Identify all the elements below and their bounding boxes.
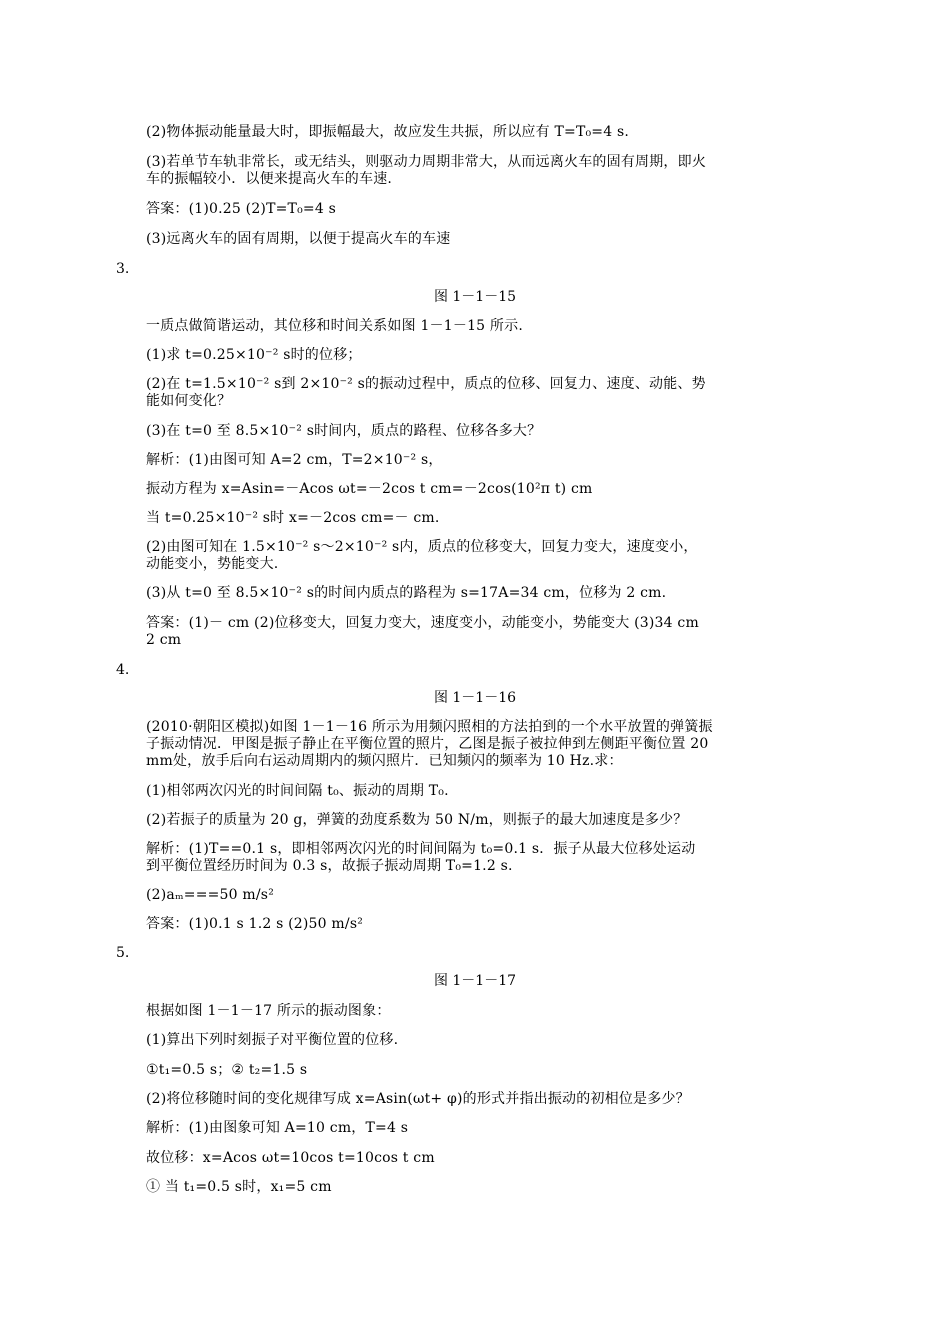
p3-question: (2)在 t=1.5×10⁻² s到 2×10⁻² s的振动过程中，质点的位移、回复力、速度、动能、势 [146, 376, 706, 392]
p5-question: (2)将位移随时间的变化规律写成 x=Asin(ωt+ φ)的形式并指出振动的初相位是多少？ [146, 1091, 690, 1107]
p4-stem: 子振动情况．甲图是振子静止在平衡位置的照片，乙图是振子被拉伸到左侧距平衡位置 20 [146, 736, 709, 752]
p3-answer: 答案：(1)－ cm (2)位移变大，回复力变大，速度变小，动能变小，势能变大 (3)34 cm [146, 615, 699, 631]
p5-solution: ① 当 t₁=0.5 s时，x₁=5 cm [146, 1179, 332, 1195]
p2-answer: (3)远离火车的固有周期，以便于提高火车的车速 [146, 231, 451, 247]
p4-stem: (2010·朝阳区模拟)如图 1－1－16 所示为用频闪照相的方法拍到的一个水平放置的弹簧振 [146, 719, 713, 735]
p2-text-line: 车的振幅较小．以便来提高火车的车速. [146, 171, 393, 187]
problem-number: 3. [116, 261, 130, 277]
p4-solution: 解析：(1)T==0.1 s，即相邻两次闪光的时间间隔为 t₀=0.1 s．振子从最大位移处运动 [146, 841, 696, 857]
p4-solution: 到平衡位置经历时间为 0.3 s，故振子振动周期 T₀=1.2 s. [146, 858, 513, 874]
p2-text-line: (2)物体振动能量最大时，即振幅最大，故应发生共振，所以应有 T=T₀=4 s. [146, 124, 630, 140]
problem-number: 5. [116, 945, 130, 961]
p2-answer: 答案：(1)0.25 (2)T=T₀=4 s [146, 201, 336, 217]
p3-solution: 动能变小，势能变大. [146, 556, 279, 572]
p5-solution: 解析：(1)由图象可知 A=10 cm，T=4 s [146, 1120, 409, 1136]
figure-caption: 图 1－1－15 [433, 289, 517, 305]
p3-question: (3)在 t=0 至 8.5×10⁻² s时间内，质点的路程、位移各多大？ [146, 423, 542, 439]
problem-number: 4. [116, 662, 130, 678]
p4-question: (2)若振子的质量为 20 g，弹簧的劲度系数为 50 N/m，则振子的最大加速度是多少？ [146, 812, 688, 828]
p3-solution: 振动方程为 x=Asin=－Acos ωt=－2cos t cm=－2cos(10²π t) cm [146, 481, 593, 497]
p5-stem: 根据如图 1－1－17 所示的振动图象： [146, 1003, 391, 1019]
p3-solution: 当 t=0.25×10⁻² s时 x=－2cos cm=－ cm. [146, 510, 440, 526]
figure-caption: 图 1－1－17 [433, 973, 517, 989]
p4-stem: mm处，放手后向右运动周期内的频闪照片．已知频闪的频率为 10 Hz.求： [146, 753, 623, 769]
p5-question: ①t₁=0.5 s；② t₂=1.5 s [146, 1062, 308, 1078]
p4-solution: (2)aₘ===50 m/s² [146, 887, 275, 903]
p4-answer: 答案：(1)0.1 s 1.2 s (2)50 m/s² [146, 916, 364, 932]
p3-solution: 解析：(1)由图可知 A=2 cm，T=2×10⁻² s， [146, 452, 443, 468]
p3-solution: (2)由图可知在 1.5×10⁻² s～2×10⁻² s内，质点的位移变大，回复力变大，速度变小， [146, 539, 698, 555]
p3-solution: (3)从 t=0 至 8.5×10⁻² s的时间内质点的路程为 s=17A=34 cm，位移为 2 cm. [146, 585, 667, 601]
p5-solution: 故位移：x=Acos ωt=10cos t=10cos t cm [146, 1150, 435, 1166]
p3-answer: 2 cm [146, 632, 182, 648]
p3-question: 能如何变化？ [146, 393, 232, 409]
figure-caption: 图 1－1－16 [433, 690, 517, 706]
p2-text-line: (3)若单节车轨非常长，或无结头，则驱动力周期非常大，从而远离火车的固有周期，即火 [146, 154, 707, 170]
p4-question: (1)相邻两次闪光的时间间隔 t₀、振动的周期 T₀. [146, 783, 449, 799]
p3-stem: 一质点做简谐运动，其位移和时间关系如图 1－1－15 所示. [146, 318, 523, 334]
p5-question: (1)算出下列时刻振子对平衡位置的位移. [146, 1032, 399, 1048]
p3-question: (1)求 t=0.25×10⁻² s时的位移； [146, 347, 362, 363]
